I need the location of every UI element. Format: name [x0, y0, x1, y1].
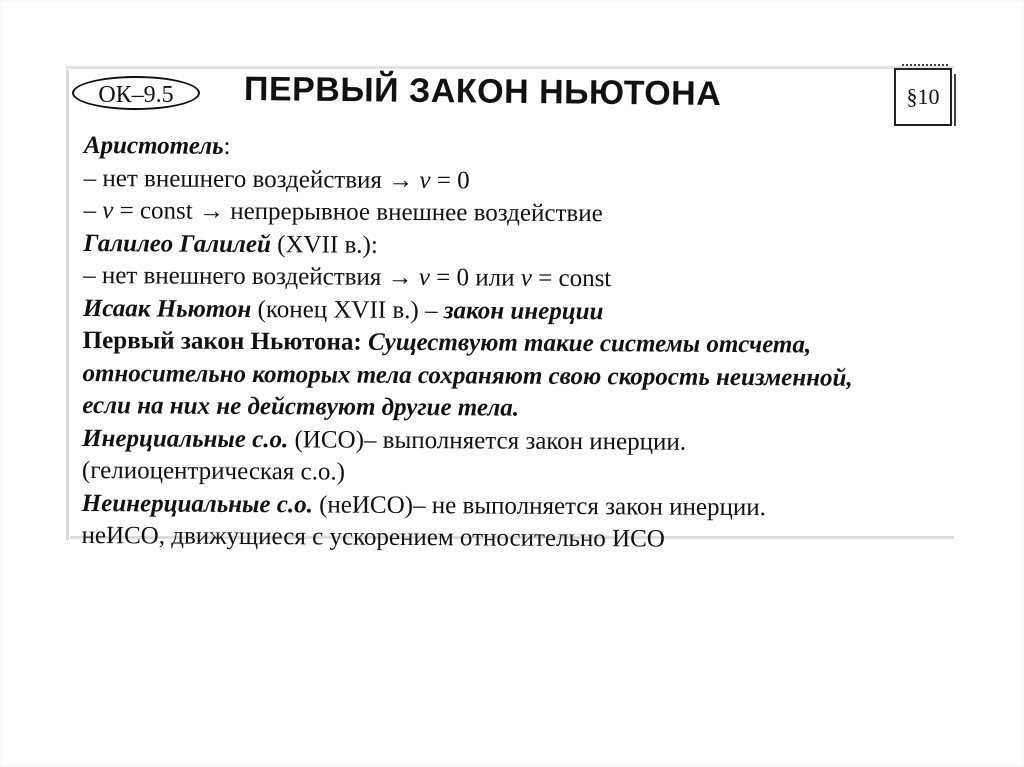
- left-border: [66, 70, 69, 540]
- text-line-first-law-cont: относительно которых тела сохраняют свою скорость неизменной,: [82, 359, 853, 392]
- text-line-newton: Исаак Ньютон (конец XVII в.) – закон инерции: [82, 294, 604, 325]
- text-line-noninertial: Неинерциальные с.о. (неИСО)– не выполняется закон инерции.: [81, 489, 766, 521]
- text-line-galileo: Галилео Галилей (XVII в.):: [83, 229, 378, 259]
- text-line-first-law-end: если на них не действуют другие тела.: [82, 391, 520, 422]
- text-line-noninertial-accel: неИСО, движущиеся с ускорением относительно ИСО: [81, 521, 665, 553]
- top-border: [66, 66, 954, 69]
- page-title: ПЕРВЫЙ ЗАКОН НЬЮТОНА: [243, 70, 722, 113]
- section-number-badge: §10: [894, 68, 952, 126]
- text-line-heliocentric: (гелиоцентрическая с.о.): [81, 456, 346, 486]
- text-line-galileo-rule: – нет внешнего воздействия → v = 0 или v = const: [83, 261, 612, 293]
- reference-code-badge: ОК–9.5: [72, 76, 200, 110]
- text-line-no-force: – нет внешнего воздействия → v = 0: [83, 164, 470, 194]
- text-line-const-velocity: – v = const → непрерывное внешнее воздействие: [83, 196, 603, 228]
- content-body: [81, 130, 954, 558]
- text-line-aristotle: Аристотель:: [83, 131, 231, 160]
- text-line-inertial: Инерциальные с.о. (ИСО)– выполняется закон инерции.: [82, 424, 687, 456]
- text-line-first-law: Первый закон Ньютона: Существуют такие системы отсчета,: [82, 326, 812, 359]
